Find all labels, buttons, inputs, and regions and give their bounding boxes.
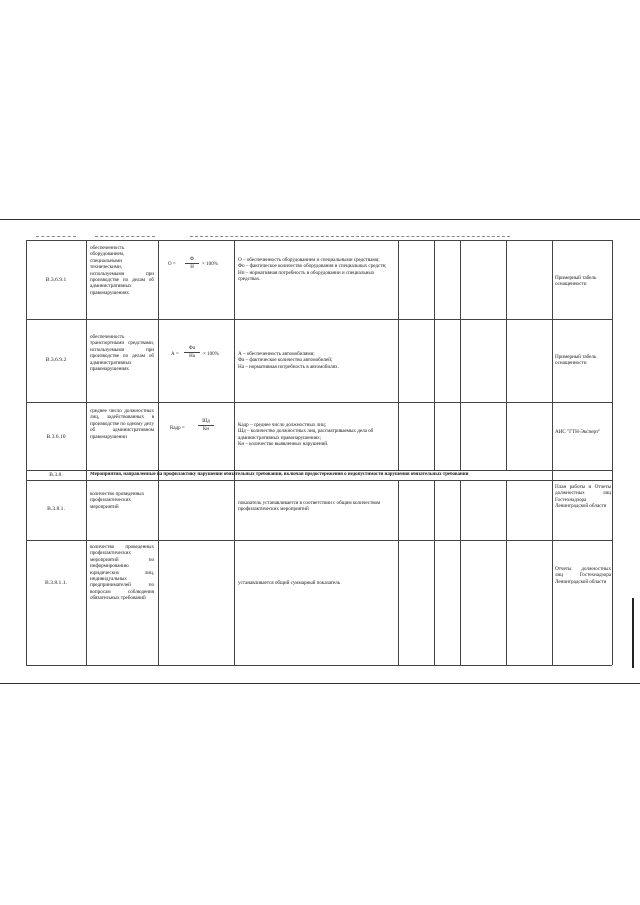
page-edge-mark <box>632 598 634 668</box>
fraction-bar <box>198 425 214 426</box>
row-source: Примерный табель оснащенности <box>555 275 597 288</box>
fraction-bar <box>185 263 199 264</box>
formula-denominator: Н <box>190 265 194 270</box>
section-title: Мероприятия, направленные на профилактику нарушений обязательных требований, включая предостережения о недопустимости нарушения обязательных требований <box>90 472 469 477</box>
row-explanation: А – обеспеченность автомобилями; Фа – фактическое количество автомобилей; На – нормативная потребность в автомобилях. <box>238 351 339 370</box>
formula-lhs: O = <box>168 262 176 267</box>
row-explanation: О – обеспеченность оборудованием и специальными средствами; Фо – фактическое количество оборудования и специальных средств; Нп – нормативная потребность в оборудовании и специальных средствах. <box>238 257 387 283</box>
row-source: План работы и Отчеты должностных лиц Гостехнадзора Ленинградской области <box>555 484 611 510</box>
row-source: АИС "ГТН-Эксперт" <box>555 429 601 435</box>
formula-denominator: Кн <box>202 427 209 432</box>
formula-numerator: Фа <box>188 346 196 351</box>
row-source: Отчеты должностных лиц Гостехнадзора Ленинградской области <box>555 566 611 585</box>
formula-denominator: На <box>189 354 195 359</box>
row-explanation: устанавливается общий суммарный показатель <box>238 580 341 586</box>
row-code: В.3.6.9.1 <box>45 277 67 283</box>
formula-tail: × 100% <box>202 262 218 267</box>
row-indicator: количество проведенных профилактических мероприятий по информированию юридических лиц, индивидуальных предпринимателей по вопросам соблюдения обязательных требований <box>90 544 154 602</box>
row-code: В.3.6.9.2 <box>45 357 67 363</box>
fraction-bar <box>184 352 200 353</box>
scan-artifact <box>95 236 155 237</box>
formula-tail: × 100% <box>203 352 219 357</box>
formula-numerator: Шд <box>202 419 210 424</box>
page-top-rule <box>0 219 640 220</box>
row-explanation: показатель устанавливается в соответствии с общим количеством профилактических мероприятий <box>238 500 381 513</box>
scan-artifact <box>36 236 76 237</box>
formula-lhs: Rадр = <box>170 426 185 431</box>
section-code: В.3.8. <box>49 472 63 478</box>
scan-artifact <box>190 236 510 237</box>
formula-numerator: Ф <box>190 257 194 262</box>
row-code: В.3.6.10 <box>46 434 66 440</box>
row-code: В.3.8.1.1. <box>45 580 67 586</box>
indicators-table <box>26 240 612 665</box>
formula-lhs: А = <box>171 352 179 357</box>
row-indicator: обеспеченность транспортными средствами, используемыми при производстве по делам об административных правонарушениях <box>90 334 154 373</box>
row-source: Примерный табель оснащенности <box>555 354 597 367</box>
row-indicator: среднее число должностных лиц, задействованных в производстве по одному делу об административном правонарушении <box>90 408 154 440</box>
row-code: В.3.8.1. <box>47 506 65 512</box>
row-indicator: обеспеченность оборудованием, специальными техническими, используемыми при производстве по делам об административных правонарушениях <box>90 245 154 296</box>
page-bottom-rule <box>0 683 640 684</box>
row-indicator: количество проведенных профилактических мероприятий <box>90 491 145 510</box>
row-explanation: Кадр – среднее число должностных лиц; Шд – количество должностных лиц, рассматриваемых дела об административных правонарушениях; Кн – количество выявленных нарушений. <box>238 422 374 448</box>
